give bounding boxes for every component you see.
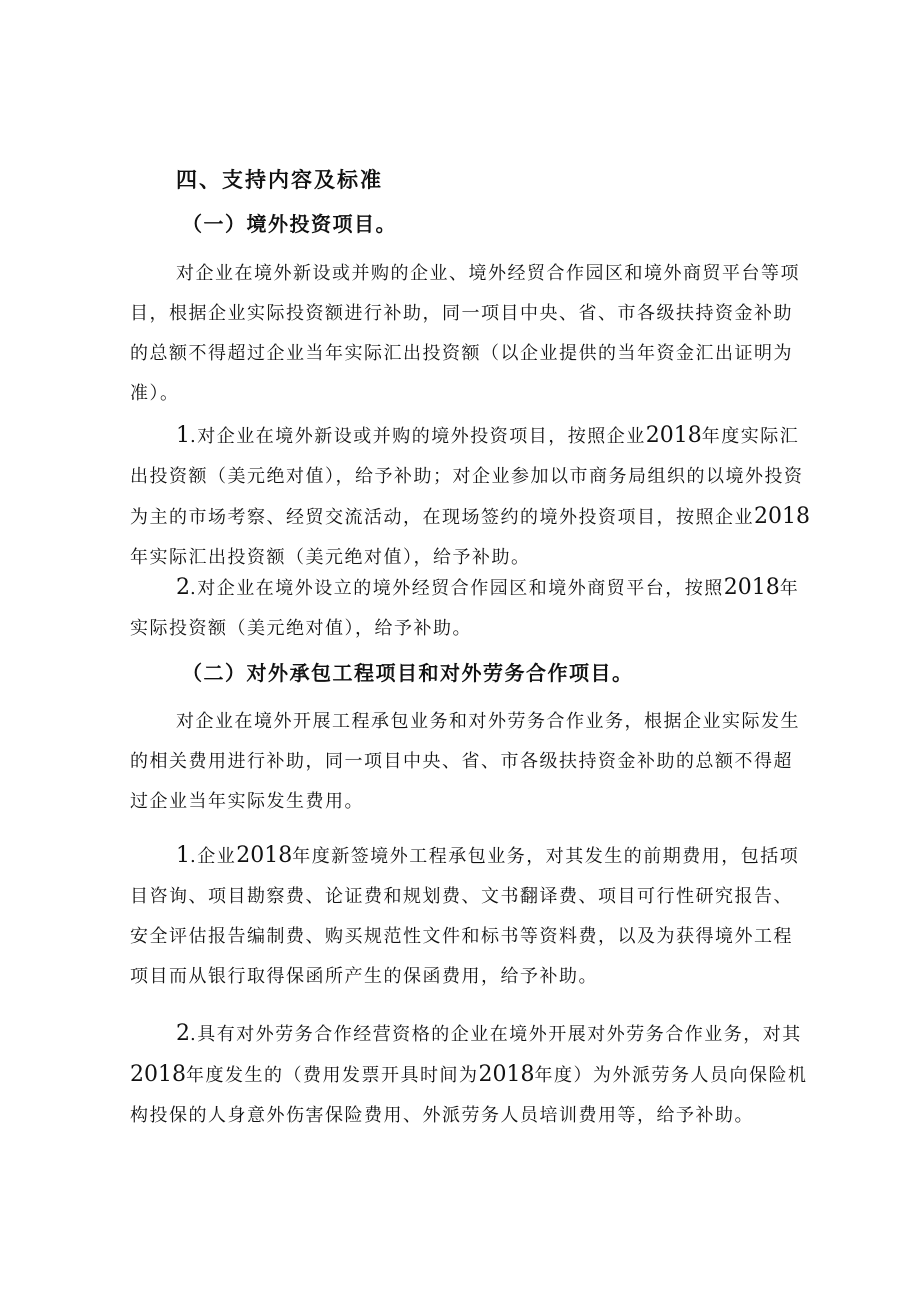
item-text: 年实际汇出投资额（美元绝对值），给予补助。: [130, 547, 531, 568]
item-text: 年度实际汇出投资额（美元绝对值），给予补助；对企业参加以市商务局组织的以境外投资为主的市场考察、经贸交流活动，在现场签约的境外投资项目，按照企业: [130, 426, 804, 528]
item-text: 年度发生的（费用发票开具时间为: [186, 1065, 479, 1086]
item-text: 年度）为外派劳务人员向保险机构投保的人身意外伤害保险费用、外派劳务人员培训费用等，给予补助。: [130, 1065, 808, 1126]
section-heading: 四、支持内容及标准: [176, 167, 383, 192]
item-text: .企业: [190, 846, 237, 867]
part2-item1-paragraph: [130, 836, 810, 997]
item-number: 2: [176, 1021, 190, 1046]
year-value: 2018: [723, 575, 780, 600]
part1-heading: （一）境外投资项目。: [182, 212, 397, 236]
part2-heading: （二）对外承包工程项目和对外劳务合作项目。: [182, 661, 634, 685]
year-value: 2018: [754, 504, 810, 529]
item-number: 2: [176, 575, 190, 600]
item-text: .具有对外劳务合作经营资格的企业在境外开展对外劳务合作业务，对其: [190, 1024, 802, 1045]
item-text: 年度新签境外工程承包业务，对其发生的前期费用，包括项目咨询、项目勘察费、论证费和规划费、文书翻译费、项目可行性研究报告、安全评估报告编制费、购买规范性文件和标书等资料费，以及为获得境外工程项目而从银行取得保函所产生的保函费用，给予补助。: [130, 846, 800, 987]
part1-intro-paragraph: 对企业在境外新设或并购的企业、境外经贸合作园区和境外商贸平台等项目，根据企业实际投资额进行补助，同一项目中央、省、市各级扶持资金补助的总额不得超过企业当年实际汇出投资额（以企业提供的当年资金汇出证明为准）。: [130, 263, 800, 404]
part2-item2-paragraph: [130, 1014, 810, 1136]
part1-item1-paragraph: [130, 416, 810, 578]
year-value: 2018: [645, 423, 702, 448]
item-text: 年实际投资额（美元绝对值），给予补助。: [130, 578, 800, 639]
item-number: 1: [176, 843, 190, 868]
item-number: 1: [176, 423, 190, 448]
year-value: 2018: [130, 1062, 186, 1087]
year-value: 2018: [236, 843, 293, 868]
item-text: .对企业在境外设立的境外经贸合作园区和境外商贸平台，按照: [190, 578, 724, 599]
part2-intro-paragraph: 对企业在境外开展工程承包业务和对外劳务合作业务，根据企业实际发生的相关费用进行补助，同一项目中央、省、市各级扶持资金补助的总额不得超过企业当年实际发生费用。: [130, 711, 800, 812]
part1-item2-paragraph: [130, 568, 810, 649]
year-value: 2018: [478, 1062, 535, 1087]
item-text: .对企业在境外新设或并购的境外投资项目，按照企业: [190, 426, 646, 447]
